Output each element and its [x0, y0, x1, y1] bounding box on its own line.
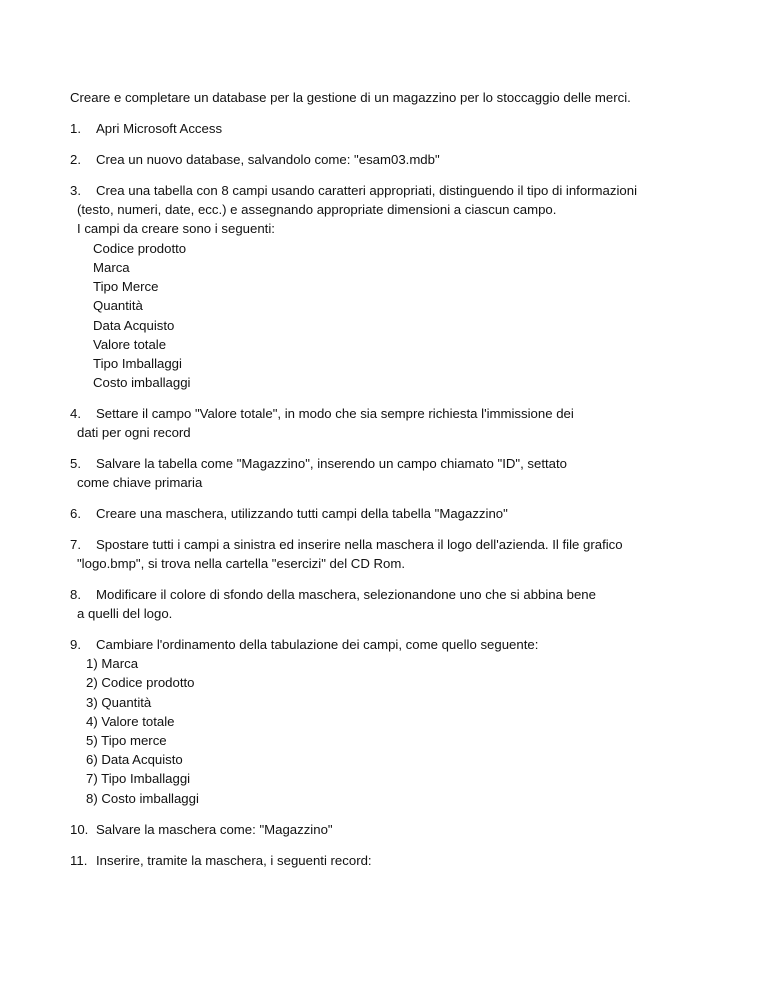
field-item: Costo imballaggi: [93, 375, 191, 390]
step-number: 8.: [70, 587, 81, 602]
tab-order-item: 2) Codice prodotto: [86, 675, 195, 690]
step-text: Crea un nuovo database, salvandolo come: "esam03.mdb": [96, 152, 440, 167]
field-item: Marca: [93, 260, 130, 275]
step-text: Inserire, tramite la maschera, i seguenti record:: [96, 853, 372, 868]
step-4-continuation: dati per ogni record: [77, 425, 191, 440]
field-item: Quantità: [93, 298, 143, 313]
step-text: Apri Microsoft Access: [96, 121, 223, 136]
step-text: Creare una maschera, utilizzando tutti campi della tabella "Magazzino": [96, 506, 508, 521]
step-8-continuation: a quelli del logo.: [77, 606, 173, 621]
step-number: 10.: [70, 822, 89, 837]
step-number: 1.: [70, 121, 81, 136]
step-text: Salvare la maschera come: "Magazzino": [96, 822, 333, 837]
step-number: 4.: [70, 406, 81, 421]
tab-order-item: 4) Valore totale: [86, 714, 175, 729]
step-2: [70, 151, 440, 169]
step-text: Modificare il colore di sfondo della maschera, selezionandone uno che si abbina bene: [96, 587, 596, 602]
step-number: 6.: [70, 506, 81, 521]
tab-order-item: 1) Marca: [86, 656, 139, 671]
field-item: Codice prodotto: [93, 241, 187, 256]
tab-order-item: 6) Data Acquisto: [86, 752, 183, 767]
step-4: [70, 405, 574, 423]
tab-order-item: 7) Tipo Imballaggi: [86, 771, 191, 786]
step-number: 5.: [70, 456, 81, 471]
field-item: Valore totale: [93, 337, 167, 352]
field-item: Tipo Imballaggi: [93, 356, 182, 371]
step-text: Settare il campo "Valore totale", in modo che sia sempre richiesta l'immissione dei: [96, 406, 574, 421]
step-1: [70, 120, 222, 138]
step-number: 7.: [70, 537, 81, 552]
step-10: [70, 821, 333, 839]
tab-order-item: 3) Quantità: [86, 695, 152, 710]
field-item: Data Acquisto: [93, 318, 175, 333]
step-5-continuation: come chiave primaria: [77, 475, 203, 490]
step-7: [70, 536, 623, 554]
step-3-continuation: I campi da creare sono i seguenti:: [77, 221, 275, 236]
step-number: 9.: [70, 637, 81, 652]
step-number: 3.: [70, 183, 81, 198]
step-text: Salvare la tabella come "Magazzino", inserendo un campo chiamato "ID", settato: [96, 456, 568, 471]
step-3: [70, 182, 637, 200]
step-number: 2.: [70, 152, 81, 167]
step-5: [70, 455, 567, 473]
step-8: [70, 586, 596, 604]
step-number: 11.: [70, 853, 88, 868]
step-3-continuation: (testo, numeri, date, ecc.) e assegnando appropriate dimensioni a ciascun campo.: [77, 202, 557, 217]
intro-text: Creare e completare un database per la gestione di un magazzino per lo stoccaggio delle merci.: [70, 90, 631, 105]
step-9: [70, 636, 538, 654]
field-item: Tipo Merce: [93, 279, 159, 294]
step-11: [70, 852, 372, 870]
step-text: Crea una tabella con 8 campi usando caratteri appropriati, distinguendo il tipo di informazioni: [96, 183, 638, 198]
step-text: Spostare tutti i campi a sinistra ed inserire nella maschera il logo dell'azienda. Il file grafico: [96, 537, 623, 552]
step-7-continuation: "logo.bmp", si trova nella cartella "esercizi" del CD Rom.: [77, 556, 406, 571]
tab-order-item: 8) Costo imballaggi: [86, 791, 199, 806]
step-text: Cambiare l'ordinamento della tabulazione dei campi, come quello seguente:: [96, 637, 539, 652]
step-6: [70, 505, 508, 523]
tab-order-item: 5) Tipo merce: [86, 733, 167, 748]
